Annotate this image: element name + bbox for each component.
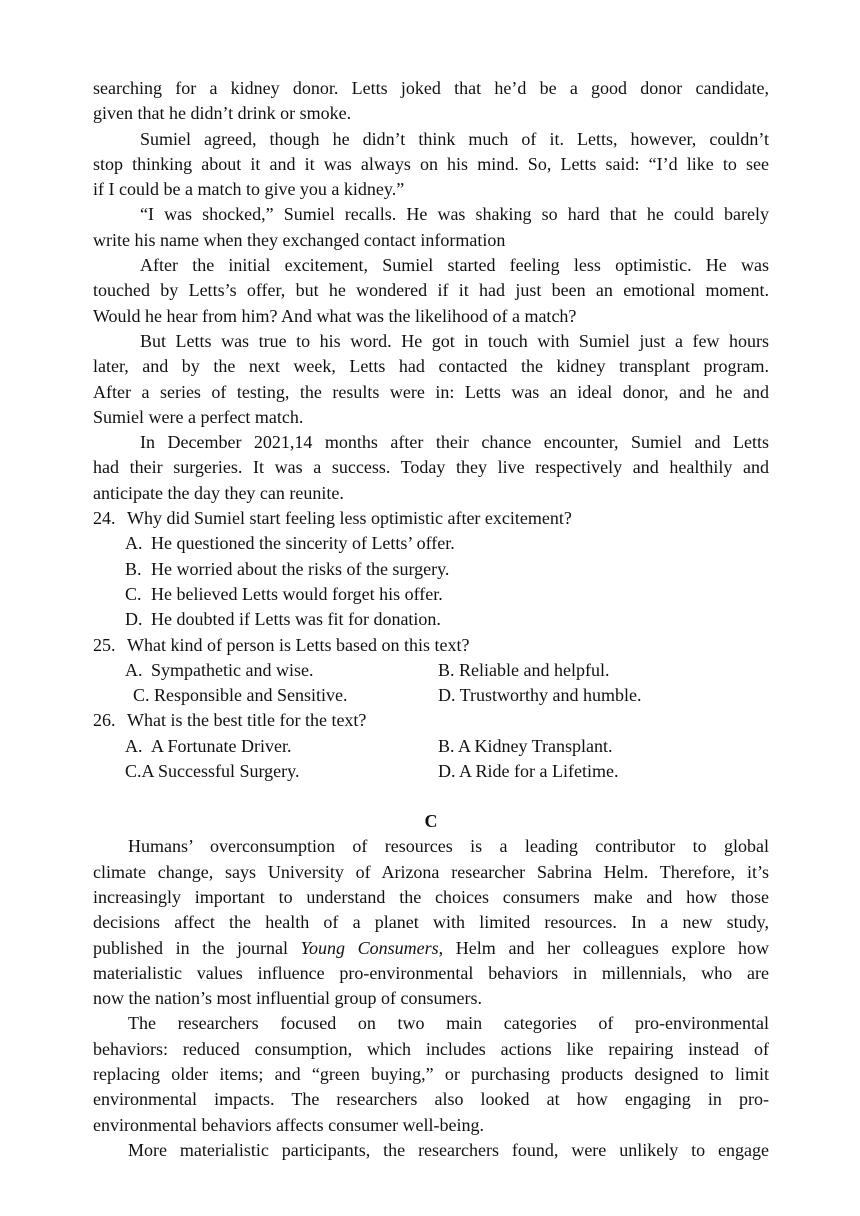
passage-line xyxy=(93,936,769,961)
passage-line: Would he hear from him? And what was the likelihood of a match? xyxy=(93,305,577,326)
passage-line: given that he didn’t drink or smoke. xyxy=(93,103,352,124)
option-text: He believed Letts would forget his offer. xyxy=(151,583,443,604)
document-page xyxy=(93,76,769,1163)
option-letter: A. xyxy=(125,533,143,554)
option-text: A Fortunate Driver. xyxy=(151,735,292,756)
passage-line: decisions affect the health of a planet with limited resources. In a new study, xyxy=(93,912,769,933)
option-text: He worried about the risks of the surgery. xyxy=(151,558,450,579)
option-d: D. Trustworthy and humble. xyxy=(438,685,642,706)
option-b: B. Reliable and helpful. xyxy=(438,659,610,680)
text-segment: published in the journal xyxy=(93,937,301,958)
option-letter: A. xyxy=(125,735,143,756)
passage-line: replacing older items; and “green buying,” or purchasing products designed to limit xyxy=(93,1063,769,1084)
passage-line: After the initial excitement, Sumiel started feeling less optimistic. He was xyxy=(140,255,769,276)
passage-line: After a series of testing, the results were in: Letts was an ideal donor, and he and xyxy=(93,381,769,402)
option-row xyxy=(93,759,769,784)
passage-line: anticipate the day they can reunite. xyxy=(93,482,344,503)
option-a xyxy=(125,658,438,683)
text-segment: , Helm and her colleagues explore how xyxy=(438,937,769,958)
passage-line: In December 2021,14 months after their chance encounter, Sumiel and Letts xyxy=(140,432,769,453)
question-26 xyxy=(93,708,769,733)
passage-line: had their surgeries. It was a success. Today they live respectively and healthily and xyxy=(93,457,769,478)
option-c: C.A Successful Surgery. xyxy=(125,761,300,782)
question-text: Why did Sumiel start feeling less optimistic after excitement? xyxy=(127,508,572,529)
passage-line: climate change, says University of Arizona researcher Sabrina Helm. Therefore, it’s xyxy=(93,861,769,882)
passage-line: environmental impacts. The researchers also looked at how engaging in pro- xyxy=(93,1089,769,1110)
passage-line: The researchers focused on two main categories of pro-environmental xyxy=(128,1013,769,1034)
option-d xyxy=(93,607,769,632)
option-text: He questioned the sincerity of Letts’ offer. xyxy=(151,533,455,554)
passage-line: write his name when they exchanged contact information xyxy=(93,229,506,250)
passage-line: Humans’ overconsumption of resources is a leading contributor to global xyxy=(128,836,769,857)
passage-line: But Letts was true to his word. He got in touch with Sumiel just a few hours xyxy=(140,330,769,351)
passage-line: materialistic values influence pro-environmental behaviors in millennials, who are xyxy=(93,962,769,983)
option-letter: C. xyxy=(125,583,142,604)
question-number: 24. xyxy=(93,508,116,529)
passage-line: behaviors: reduced consumption, which includes actions like repairing instead of xyxy=(93,1038,769,1059)
option-b xyxy=(93,557,769,582)
question-24 xyxy=(93,506,769,531)
option-letter: D. xyxy=(125,609,143,630)
question-text: What is the best title for the text? xyxy=(127,710,367,731)
passage-line: Sumiel agreed, though he didn’t think much of it. Letts, however, couldn’t xyxy=(140,128,769,149)
passage-line: now the nation’s most influential group of consumers. xyxy=(93,988,482,1009)
question-text: What kind of person is Letts based on this text? xyxy=(127,634,470,655)
option-text: Sympathetic and wise. xyxy=(151,659,314,680)
question-number: 26. xyxy=(93,710,116,731)
option-d: D. A Ride for a Lifetime. xyxy=(438,761,619,782)
passage-line: increasingly important to understand the choices consumers make and how those xyxy=(93,886,769,907)
passage-line: More materialistic participants, the researchers found, were unlikely to engage xyxy=(128,1139,769,1160)
passage-line: stop thinking about it and it was always on his mind. So, Letts said: “I’d like to see xyxy=(93,153,769,174)
spacer xyxy=(93,784,769,809)
option-b: B. A Kidney Transplant. xyxy=(438,735,613,756)
option-c xyxy=(93,582,769,607)
option-row xyxy=(93,734,769,759)
passage-line: touched by Letts’s offer, but he wondered if it had just been an emotional moment. xyxy=(93,280,769,301)
option-a xyxy=(125,734,438,759)
passage-line: “I was shocked,” Sumiel recalls. He was shaking so hard that he could barely xyxy=(140,204,769,225)
option-letter: B. xyxy=(125,558,142,579)
option-c: C. Responsible and Sensitive. xyxy=(133,685,348,706)
option-letter: A. xyxy=(125,659,143,680)
option-a xyxy=(93,531,769,556)
question-25 xyxy=(93,633,769,658)
journal-title: Young Consumers xyxy=(300,937,439,958)
question-number: 25. xyxy=(93,634,116,655)
passage-line: later, and by the next week, Letts had contacted the kidney transplant program. xyxy=(93,356,769,377)
option-row xyxy=(93,683,769,708)
passage-line: environmental behaviors affects consumer well-being. xyxy=(93,1114,485,1135)
passage-line: if I could be a match to give you a kidney.” xyxy=(93,179,405,200)
option-row xyxy=(93,658,769,683)
passage-line: Sumiel were a perfect match. xyxy=(93,406,304,427)
option-text: He doubted if Letts was fit for donation. xyxy=(151,609,441,630)
section-heading: C xyxy=(424,811,438,832)
passage-line: searching for a kidney donor. Letts joked that he’d be a good donor candidate, xyxy=(93,78,769,98)
